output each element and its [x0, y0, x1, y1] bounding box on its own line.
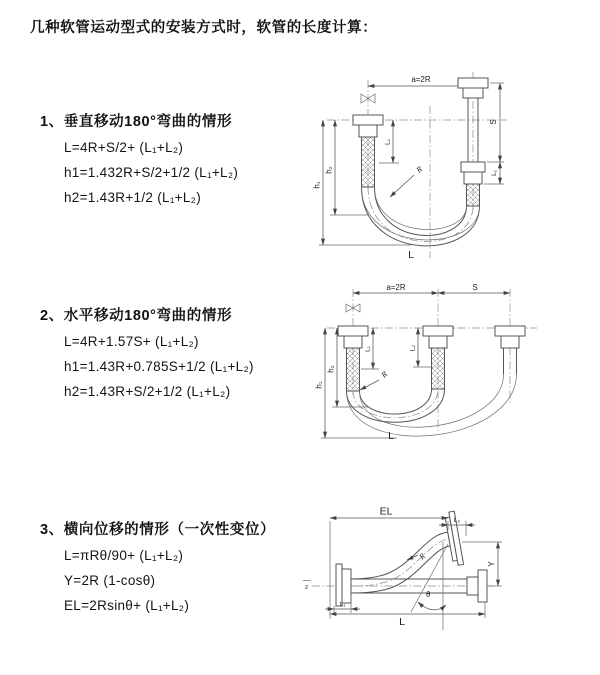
diagram-vertical-travel: [303, 70, 598, 260]
hose-u-bend-near: [347, 389, 445, 422]
length-label: L: [408, 249, 414, 261]
dim-label-height-outer: h₁: [314, 381, 324, 389]
length-label: L: [388, 430, 394, 442]
radius-label: R: [414, 164, 425, 175]
diagram-horizontal-travel: [305, 281, 600, 461]
formula-h2: h2=1.43R+1/2 (L₁+L₂): [64, 190, 202, 205]
hose-s-curve: [351, 532, 450, 593]
hose-middle-assembly: [423, 326, 453, 389]
dim-label-fitting-left: L₁: [364, 346, 372, 352]
dim-label-height-inner: h₂: [326, 365, 336, 373]
dim-span: [353, 283, 510, 293]
radius-label: R: [379, 369, 390, 380]
section-1-heading: 1、垂直移动180°弯曲的情形: [40, 114, 233, 130]
radius-callout: [407, 551, 427, 562]
dim-label-span: a=2R: [411, 75, 431, 84]
dim-label-height-inner: h₂: [324, 166, 334, 174]
hose-left-assembly: [338, 326, 368, 391]
dim-label-el: EL: [379, 505, 393, 518]
formula-length: L=πRθ/90+ (L₁+L₂): [64, 548, 184, 563]
section-2: [40, 304, 254, 409]
dim-label-travel: S: [489, 119, 498, 125]
dim-label-fitting-right: L₁: [491, 170, 498, 176]
section-3: [40, 518, 275, 623]
formula-length: L=4R+S/2+ (L₁+L₂): [64, 140, 184, 155]
radius-callout: [360, 369, 389, 390]
dim-travel: [484, 83, 504, 184]
dim-label-fitting-middle: L₂: [409, 344, 417, 352]
flange-left: [336, 564, 351, 606]
dim-label-fitting-left: L₁: [339, 601, 346, 608]
hose-left-assembly: [353, 115, 383, 187]
section-2-heading: 2、水平移动180°弯曲的情形: [40, 308, 233, 324]
dim-length: [330, 602, 485, 628]
dim-label-span: a=2R: [386, 283, 406, 292]
dim-fitting-left: [379, 120, 399, 163]
formula-h1: h1=1.432R+S/2+1/2 (L₁+L₂): [64, 165, 239, 180]
dim-label-fitting-left: L₁: [384, 139, 392, 145]
dim-label-offset: Y: [487, 561, 496, 567]
section-3-heading: 3、横向位移的情形（一次性变位）: [40, 522, 276, 538]
dim-label-travel: S: [472, 283, 478, 292]
axis-mark-label: z: [305, 584, 309, 591]
section-1: [40, 110, 238, 215]
dim-label-fitting-top: L₂: [453, 517, 461, 524]
formula-h2: h2=1.43R+S/2+1/2 (L₁+L₂): [64, 384, 231, 399]
radius-label: R: [417, 551, 428, 562]
axis-break-mark: [303, 581, 311, 592]
page-title: 几种软管运动型式的安装方式时，软管的长度计算：: [30, 20, 378, 36]
formula-offset: Y=2R (1-cosθ): [64, 573, 156, 588]
dim-span: [368, 75, 473, 86]
formula-length: L=4R+1.57S+ (L₁+L₂): [64, 334, 199, 349]
dim-label-length: L: [399, 616, 405, 628]
diagram-lateral-displacement: [298, 498, 600, 648]
hose-u-bend: [362, 187, 480, 246]
dim-label-height-outer: h₁: [312, 181, 322, 189]
formula-el: EL=2Rsinθ+ (L₁+L₂): [64, 598, 190, 613]
radius-callout: [390, 164, 424, 197]
formula-h1: h1=1.43R+0.785S+1/2 (L₁+L₂): [64, 359, 254, 374]
angle-label: θ: [426, 590, 431, 599]
flange-right: [467, 570, 487, 602]
